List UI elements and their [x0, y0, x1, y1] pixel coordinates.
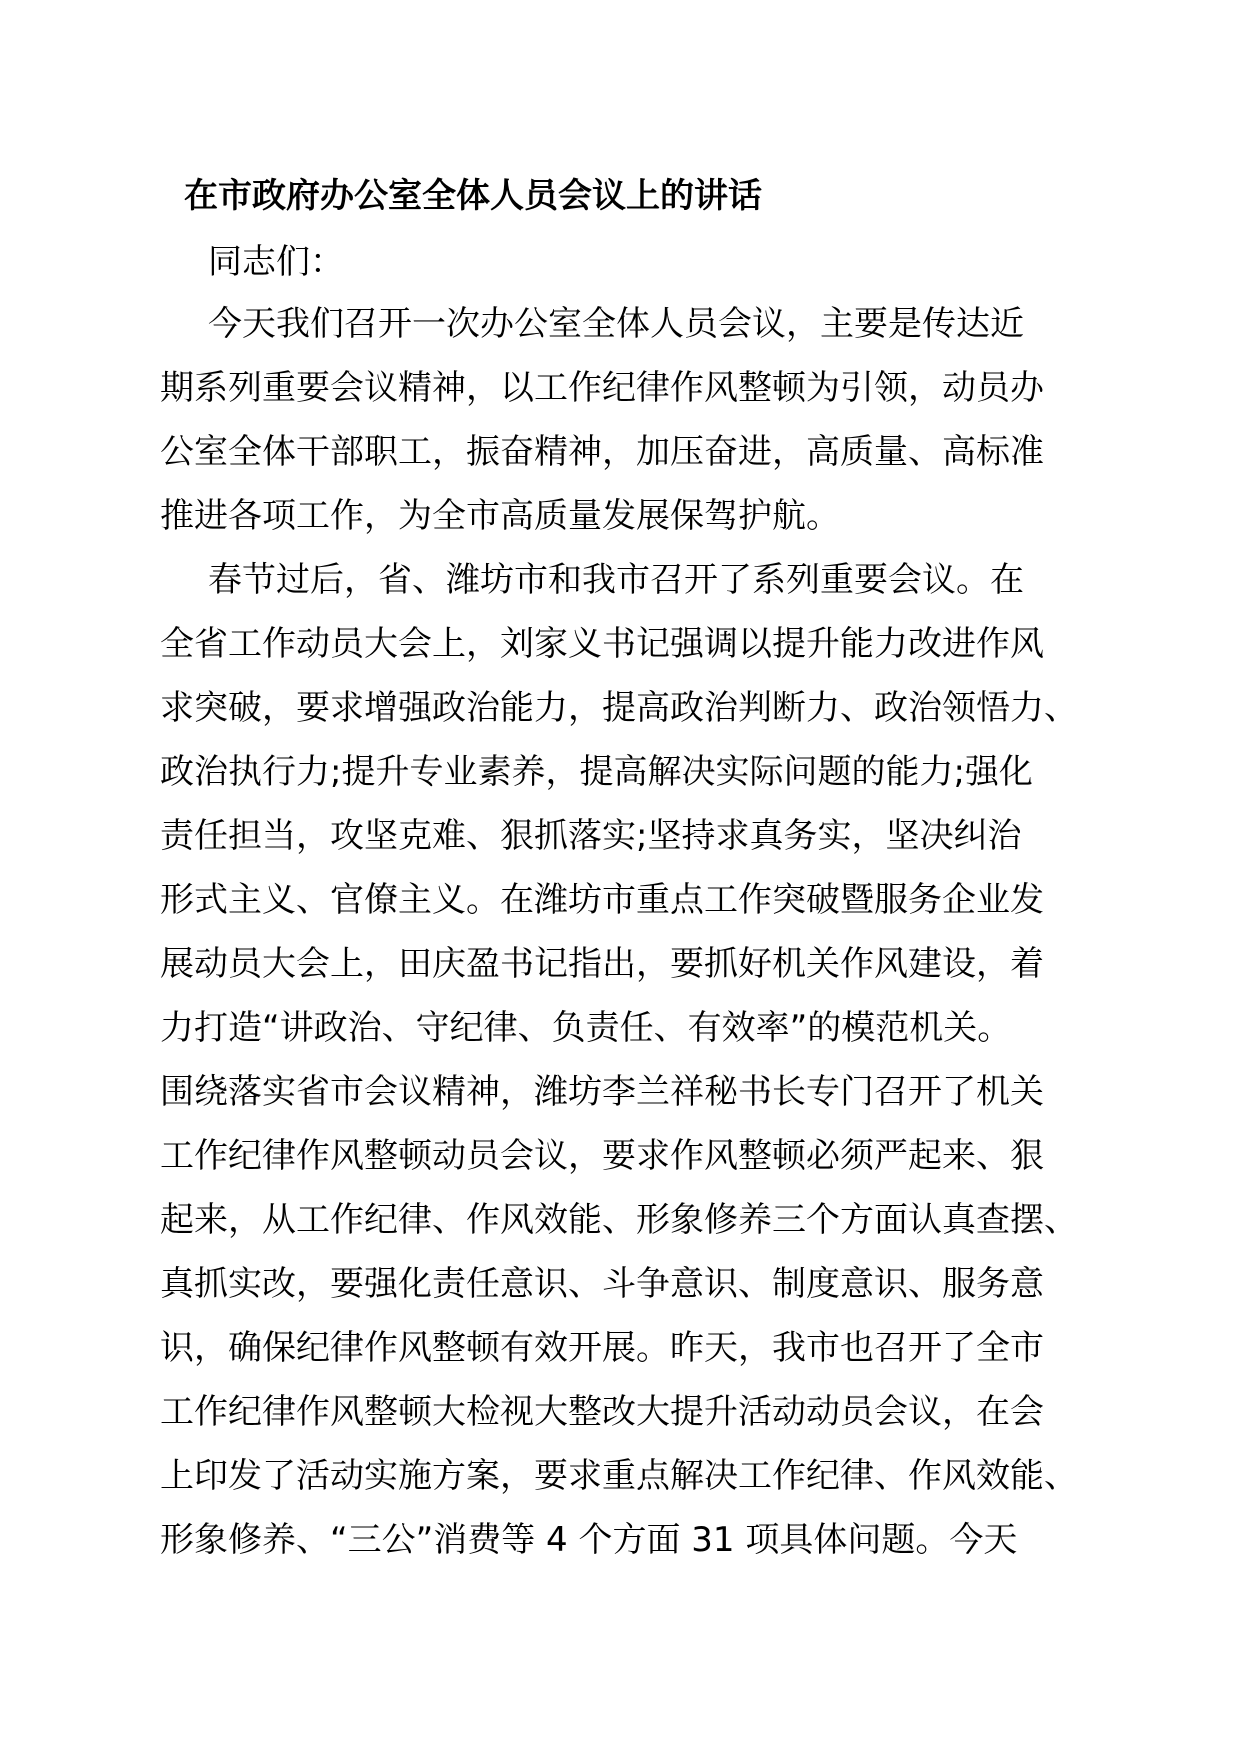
body-line: 政治执行力;提升专业素养，提高解决实际问题的能力;强化 [160, 752, 1033, 792]
body-line: 工作纪律作风整顿动员会议，要求作风整顿必须严起来、狠 [160, 1136, 1044, 1176]
body-line: 工作纪律作风整顿大检视大整改大提升活动动员会议，在会 [160, 1392, 1044, 1432]
body-line: 上印发了活动实施方案，要求重点解决工作纪律、作风效能、 [160, 1456, 1078, 1496]
body-line: 推进各项工作，为全市高质量发展保驾护航。 [160, 496, 840, 536]
body-line: 起来，从工作纪律、作风效能、形象修养三个方面认真查摆、 [160, 1200, 1078, 1240]
salutation-line: 同志们： [208, 242, 344, 282]
body-line: 全省工作动员大会上，刘家义书记强调以提升能力改进作风 [160, 624, 1044, 664]
body-line: 求突破，要求增强政治能力，提高政治判断力、政治领悟力、 [160, 688, 1078, 728]
body-line: 形式主义、官僚主义。在潍坊市重点工作突破暨服务企业发 [160, 880, 1044, 920]
body-line: 责任担当，攻坚克难、狠抓落实;坚持求真务实，坚决纠治 [160, 816, 1022, 856]
body-line: 围绕落实省市会议精神，潍坊李兰祥秘书长专门召开了机关 [160, 1072, 1044, 1112]
body-line: 形象修养、“三公”消费等 4 个方面 31 项具体问题。今天 [160, 1520, 1018, 1560]
body-line: 春节过后，省、潍坊市和我市召开了系列重要会议。在 [208, 560, 1024, 600]
document-title: 在市政府办公室全体人员会议上的讲话 [184, 176, 762, 216]
body-line: 期系列重要会议精神，以工作纪律作风整顿为引领，动员办 [160, 368, 1044, 408]
body-line: 展动员大会上，田庆盈书记指出，要抓好机关作风建设，着 [160, 944, 1044, 984]
body-line: 今天我们召开一次办公室全体人员会议，主要是传达近 [208, 304, 1024, 344]
body-line: 识，确保纪律作风整顿有效开展。昨天，我市也召开了全市 [160, 1328, 1044, 1368]
body-line: 力打造“讲政治、守纪律、负责任、有效率”的模范机关。 [160, 1008, 1012, 1048]
body-line: 公室全体干部职工，振奋精神，加压奋进，高质量、高标准 [160, 432, 1044, 472]
body-line: 真抓实改，要强化责任意识、斗争意识、制度意识、服务意 [160, 1264, 1044, 1304]
